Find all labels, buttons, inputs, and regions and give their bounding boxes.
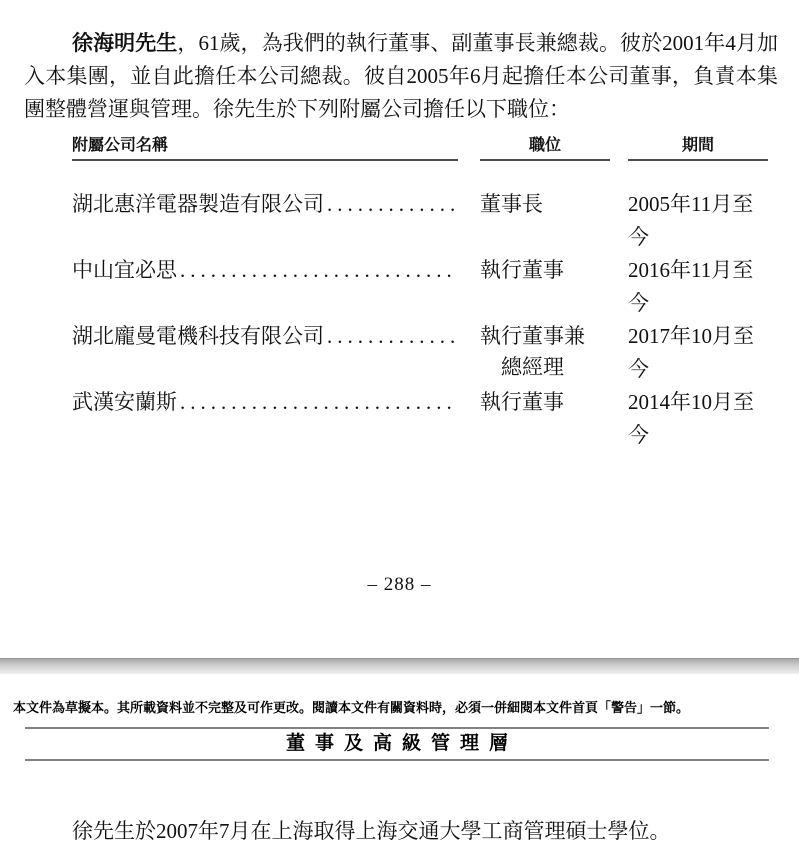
section-title-box <box>25 727 769 761</box>
company-name: 湖北龐曼電機科技有限公司 <box>72 324 324 348</box>
period-value: 2017年10月至今 <box>628 324 754 381</box>
dot-leader <box>180 386 458 419</box>
position-value: 執行董事兼 總經理 <box>480 324 585 379</box>
company-name: 湖北惠洋電器製造有限公司 <box>72 192 324 216</box>
table-row <box>72 320 768 386</box>
period-value: 2014年10月至今 <box>628 390 754 447</box>
period-value: 2016年11月至今 <box>628 258 754 315</box>
dot-leader <box>327 320 458 353</box>
dot-leader <box>180 254 458 287</box>
table-row <box>72 386 768 452</box>
table-header-row <box>72 136 768 161</box>
education-paragraph: 徐先生於2007年7月在上海取得上海交通大學工商管理碩士學位。 <box>72 819 671 843</box>
table-body <box>72 188 768 452</box>
table-row <box>72 188 768 254</box>
section-title: 董事及高級管理層 <box>285 733 518 754</box>
table-row <box>72 254 768 320</box>
position-value: 執行董事 <box>480 390 564 414</box>
position-value: 董事長 <box>480 192 543 216</box>
bio-text: ，61歲，為我們的執行董事、副董事長兼總裁。彼於2001年4月加入本集團，並自此擔任本公司總裁。彼自2005年6月起擔任本公司董事，負責本集團整體營運與管理。徐先生於下列附屬公司擔任以下職位： <box>24 31 778 121</box>
table-header-company: 附屬公司名稱 <box>72 136 458 161</box>
draft-disclaimer: 本文件為草擬本。其所載資料並不完整及可作更改。閱讀本文件有關資料時，必須一併細閱本文件首頁「警告」一節。 <box>13 700 690 715</box>
table-header-period: 期間 <box>628 136 768 161</box>
page-separator-band <box>0 658 799 674</box>
company-name: 中山宜必思 <box>72 258 177 282</box>
director-name: 徐海明先生 <box>72 31 178 55</box>
page-number: – 288 – <box>367 574 432 595</box>
position-value: 執行董事 <box>480 258 564 282</box>
bio-paragraph <box>24 27 778 126</box>
table-header-position: 職位 <box>480 136 610 161</box>
company-name: 武漢安蘭斯 <box>72 390 177 414</box>
period-value: 2005年11月至今 <box>628 192 754 249</box>
position-value-line2: 總經理 <box>501 355 564 379</box>
dot-leader <box>327 188 458 221</box>
positions-table <box>72 136 768 452</box>
